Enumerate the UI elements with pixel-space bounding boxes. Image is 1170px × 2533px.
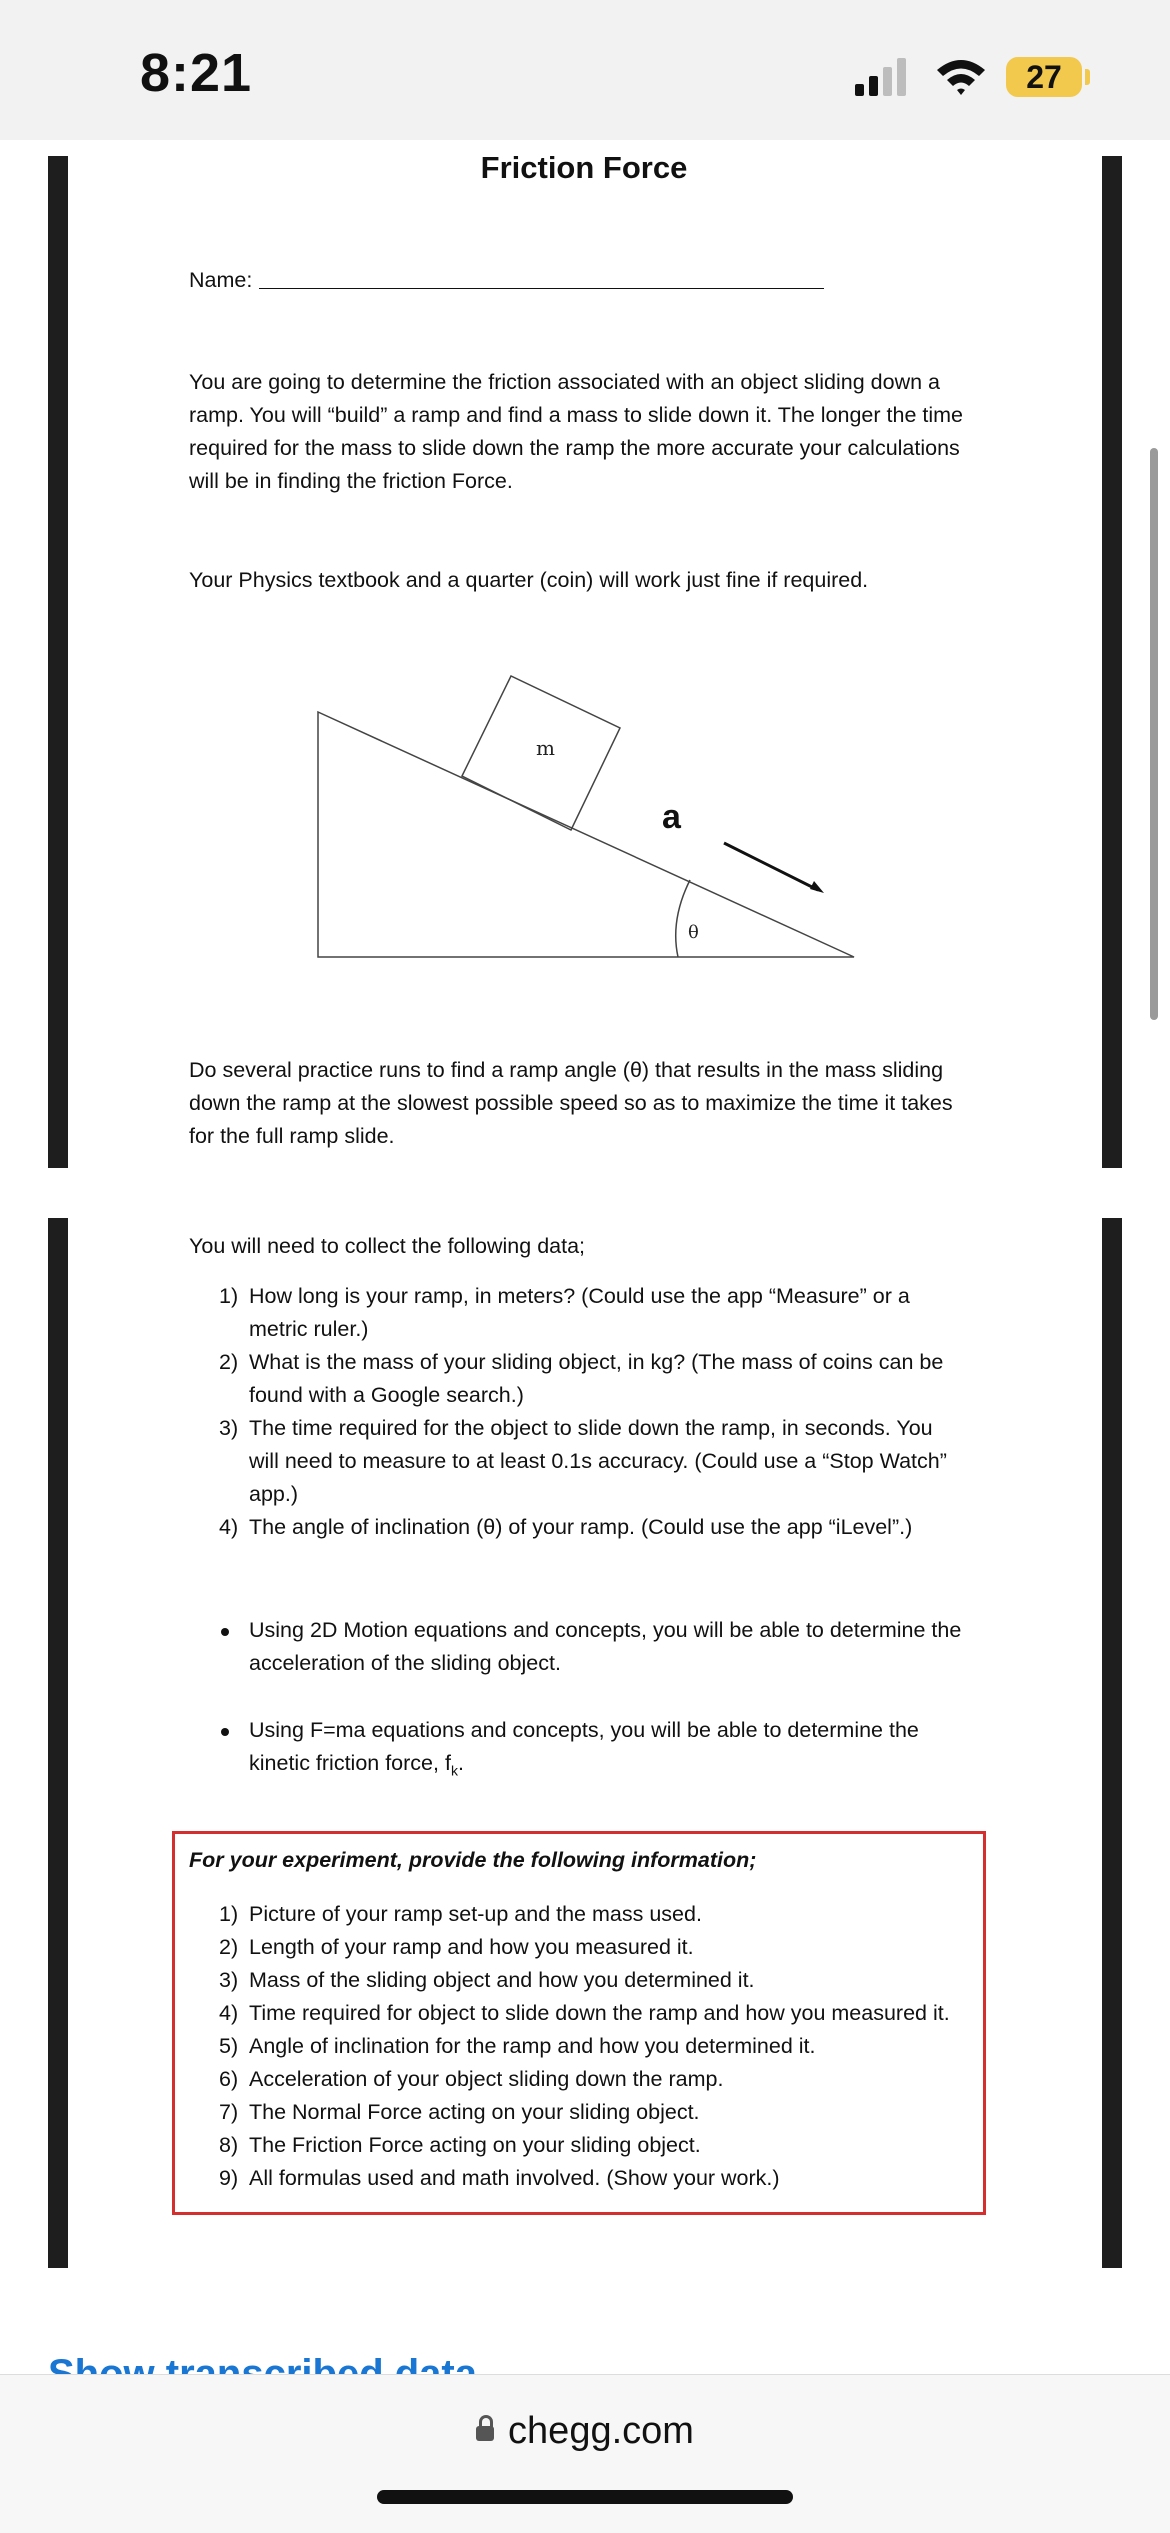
angle-label: θ	[688, 922, 699, 943]
url-bar[interactable]	[0, 2410, 1170, 2453]
acceleration-label: a	[662, 798, 681, 836]
wifi-icon	[935, 56, 987, 96]
battery-tip	[1085, 69, 1090, 85]
experiment-info-box	[172, 1831, 986, 2215]
name-underline	[259, 288, 824, 289]
clock: 8:21	[140, 43, 253, 103]
lock-icon	[476, 2426, 494, 2441]
page2-left-border	[48, 1218, 68, 2268]
status-bar	[0, 0, 1170, 140]
collect-heading: You will need to collect the following data;	[189, 1234, 586, 1258]
info-title: For your experiment, provide the following information;	[189, 1848, 757, 1872]
materials-paragraph: Your Physics textbook and a quarter (coin) will work just fine if required.	[189, 568, 869, 592]
list-item: 7) The Normal Force acting on your sliding object.	[219, 2100, 700, 2124]
transcribed-data-link[interactable]	[48, 2352, 648, 2372]
angle-arc	[676, 880, 690, 957]
name-label: Name:	[189, 268, 253, 292]
acceleration-arrowhead	[810, 881, 824, 893]
collect-list	[189, 1280, 989, 1544]
list-item: 3) The time required for the object to slide down the ramp, in seconds. You will need to measure to at least 0.1s accuracy. (Could use a “Stop Watch” app.)	[219, 1416, 947, 1506]
acceleration-arrow	[724, 843, 818, 890]
list-item: 1) How long is your ramp, in meters? (Could use the app “Measure” or a metric ruler.)	[219, 1284, 910, 1341]
document-title: Friction Force	[480, 150, 688, 185]
list-item: 4) The angle of inclination (θ) of your ramp. (Could use the app “iLevel”.)	[219, 1515, 913, 1539]
list-item: 4) Time required for object to slide down the ramp and how you measured it.	[219, 2001, 950, 2025]
cellular-signal-icon	[855, 58, 911, 96]
page1-left-border	[48, 156, 68, 1168]
info-list	[189, 1898, 979, 2195]
list-item: 3) Mass of the sliding object and how you determined it.	[219, 1968, 755, 1992]
browser-bottom-bar	[0, 2374, 1170, 2533]
bullet-dot	[221, 1728, 229, 1736]
list-item: 2) What is the mass of your sliding object, in kg? (The mass of coins can be found with a Google search.)	[219, 1350, 944, 1407]
intro-paragraph: You are going to determine the friction associated with an object sliding down a ramp. You will “build” a ramp and find a mass to slide down it. The longer the time required for the mass to slide down the ramp the more accurate your calculations will be in finding the friction Force.	[189, 370, 963, 493]
list-item: 9) All formulas used and math involved. (Show your work.)	[219, 2166, 780, 2190]
page2-right-border	[1102, 1218, 1122, 2268]
subscript-k: k	[450, 1762, 458, 1779]
list-item: 8) The Friction Force acting on your sliding object.	[219, 2133, 701, 2157]
list-item: 6) Acceleration of your object sliding down the ramp.	[219, 2067, 724, 2091]
ramp-triangle	[318, 712, 854, 957]
url-text[interactable]: chegg.com	[508, 2410, 694, 2452]
page1-right-border	[1102, 156, 1122, 1168]
practice-paragraph: Do several practice runs to find a ramp angle (θ) that results in the mass sliding down the ramp at the slowest possible speed so as to maximize the time it takes for the full ramp slide.	[189, 1058, 953, 1148]
home-indicator[interactable]	[377, 2490, 793, 2504]
bullet-item: Using F=ma equations and concepts, you will be able to determine the kinetic friction force, $f_k$.	[189, 1714, 959, 1787]
bullet-item: Using 2D Motion equations and concepts, you will be able to determine the acceleration of the sliding object.	[189, 1614, 999, 1680]
list-item: 2) Length of your ramp and how you measured it.	[219, 1935, 694, 1959]
mass-label: m	[536, 736, 555, 760]
ramp-diagram	[300, 660, 880, 970]
vertical-scrollbar[interactable]	[1150, 448, 1158, 1020]
bullet-dot	[221, 1628, 229, 1636]
list-item: 1) Picture of your ramp set-up and the mass used.	[219, 1902, 702, 1926]
battery-indicator: 27	[1006, 57, 1082, 97]
list-item: 5) Angle of inclination for the ramp and how you determined it.	[219, 2034, 816, 2058]
